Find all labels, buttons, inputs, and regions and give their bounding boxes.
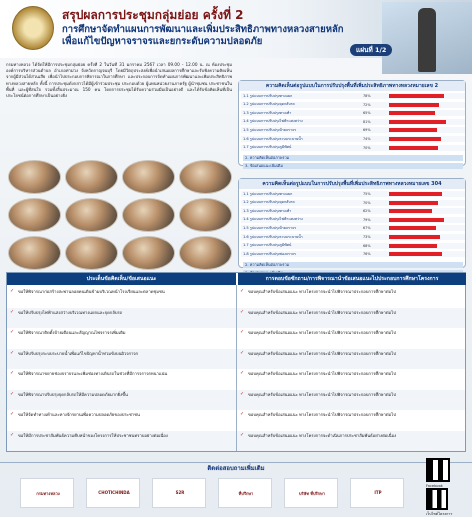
meeting-photo — [8, 236, 61, 270]
monument-photo — [382, 2, 472, 74]
qr-label: เว็บไซต์โครงการ — [426, 512, 453, 516]
sponsor-name: กรมทางหลวง — [36, 491, 60, 496]
sheet-number-badge: แผ่นที่ 1/2 — [350, 44, 392, 56]
sponsor-name: S2R — [175, 490, 185, 495]
feedback-answer: ขอบคุณสำหรับข้อเสนอแนะ ทางโครงการจะนำไปพิจารณาประกอบการศึกษาต่อไป — [248, 412, 396, 417]
meeting-photo — [8, 160, 61, 194]
sponsor-name: CHOTICHINDA — [98, 490, 130, 495]
survey-bar — [389, 218, 444, 222]
feedback-answer: ขอบคุณสำหรับข้อเสนอแนะ ทางโครงการจะนำไปพิจารณาประกอบการศึกษาต่อไป — [248, 391, 396, 397]
survey-row-label: 1.4 รูปแบบการปรับปรุงไฟฟ้าแสงสว่าง — [243, 119, 303, 124]
survey-value: 74% — [363, 137, 371, 141]
feedback-question-cell — [9, 412, 233, 418]
survey-panel-route-2 — [238, 80, 466, 169]
survey-row-label: 1.7 รูปแบบการปรับปรุงภูมิทัศน์ — [243, 243, 292, 248]
check-icon: ✓ — [10, 370, 15, 376]
sponsor-logo — [218, 478, 272, 508]
survey-bar — [389, 128, 437, 132]
page-title: สรุปผลการประชุมกลุ่มย่อย ครั้งที่ 2 — [62, 8, 244, 22]
feedback-question: ขอให้ปรับปรุงไฟฟ้าแสงสว่างบริเวณทางแยกและจุดกลับรถ — [18, 309, 123, 315]
survey-bar — [389, 235, 440, 239]
feedback-answer: ขอบคุณสำหรับข้อเสนอแนะ ทางโครงการจะนำไปพิจารณาประกอบการศึกษาต่อไป — [248, 289, 396, 294]
meeting-photo — [8, 198, 61, 232]
survey-row-label: 1.3 รูปแบบการปรับปรุงทางเท้า — [243, 110, 292, 115]
survey-row-label: 1.1 รูปแบบการปรับปรุงทางแยก — [243, 93, 293, 98]
meeting-photo — [65, 236, 118, 270]
survey-summary-row: 2. ความคิดเห็นต่อภาพรวม — [243, 155, 463, 161]
meeting-photo — [122, 160, 175, 194]
survey-value: 76% — [363, 252, 371, 257]
survey-value: 79% — [363, 217, 371, 222]
survey-panel-route-304 — [238, 178, 466, 268]
sponsor-logo — [284, 478, 338, 508]
feedback-question: ขอให้พิจารณาติดตั้งป้ายเตือนและสัญญาณไฟจราจรเพิ่มเติม — [18, 330, 126, 335]
survey-bar — [389, 192, 442, 196]
feedback-question: ขอให้พิจารณาก่อสร้างสะพานลอยคนเดินข้ามบริเวณหน้าโรงเรียนและตลาดชุมชน — [18, 289, 165, 294]
check-icon: ✓ — [10, 390, 15, 397]
feedback-question-cell — [9, 392, 233, 398]
feedback-answer-cell — [239, 310, 463, 316]
survey-value: 68% — [363, 243, 371, 248]
survey-row-label: 1.2 รูปแบบการปรับปรุงจุดกลับรถ — [243, 102, 295, 107]
survey-bar — [389, 146, 438, 150]
survey-bar — [389, 137, 441, 141]
sponsor-name: ที่ปรึกษา — [238, 491, 254, 496]
department-logo — [12, 6, 54, 50]
survey-row-label: 1.5 รูปแบบการปรับปรุงป้ายจราจร — [243, 225, 297, 230]
check-icon: ✓ — [240, 370, 245, 376]
qr-code — [426, 458, 450, 482]
survey-value: 72% — [363, 102, 371, 107]
survey-bar — [389, 94, 444, 98]
survey-summary-row: 3. ข้อเสนอแนะเพิ่มเติม — [243, 163, 463, 169]
check-icon: ✓ — [10, 308, 15, 315]
feedback-question: ขอให้พิจารณาปรับปรุงจุดกลับรถให้มีความปลอดภัยมากยิ่งขึ้น — [18, 391, 128, 397]
survey-value: 65% — [363, 111, 371, 116]
feedback-table — [6, 272, 466, 452]
survey-bar — [389, 120, 446, 124]
survey-value: 81% — [363, 119, 371, 124]
feedback-question: ขอให้ปรับปรุงระบบระบายน้ำเพื่อแก้ไขปัญหาน้ำท่วมขังบนผิวจราจร — [18, 350, 139, 356]
meeting-photo — [122, 198, 175, 232]
qr-label: Facebook — [426, 484, 443, 488]
feedback-question: ขอให้มีการประชาสัมพันธ์ความคืบหน้าของโครงการให้ประชาชนทราบอย่างต่อเนื่อง — [18, 432, 168, 438]
page-subtitle-1: การศึกษาจัดทำแผนการพัฒนาและเพิ่มประสิทธิภาพทางหลวงสายหลัก — [62, 24, 344, 35]
check-icon: ✓ — [240, 329, 245, 335]
feedback-answer-cell — [239, 351, 463, 357]
survey-bar — [389, 226, 436, 230]
survey-value: 75% — [363, 192, 371, 196]
survey-row-label: 1.5 รูปแบบการปรับปรุงป้ายจราจร — [243, 127, 297, 132]
survey-value: 73% — [363, 235, 371, 239]
meeting-photo-grid — [8, 160, 232, 270]
survey-row-label: 1.3 รูปแบบการปรับปรุงทางเท้า — [243, 208, 292, 213]
check-icon: ✓ — [10, 411, 15, 417]
panel-title: ความคิดเห็นต่อรูปแบบในการปรับปรุงพื้นที่เพิ่มประสิทธิภาพทางหลวงหมายเลข 2 — [239, 81, 465, 91]
survey-bar — [389, 201, 438, 205]
check-icon: ✓ — [240, 390, 245, 397]
feedback-question: ขอให้พิจารณาขยายช่องจราจรและเพิ่มช่องทางเดินรถในช่วงที่มีการจราจรหนาแน่น — [18, 371, 168, 376]
feedback-question-cell — [9, 433, 233, 439]
survey-row-label: 1.6 รูปแบบการปรับปรุงระบบระบายน้ำ — [243, 234, 303, 239]
meeting-photo — [179, 198, 232, 232]
table-header-left: ประเด็นข้อคิดเห็น/ข้อเสนอแนะ — [7, 273, 236, 285]
check-icon: ✓ — [240, 431, 245, 438]
survey-row-label: 1.8 รูปแบบการปรับปรุงช่องจราจร — [243, 251, 296, 256]
feedback-answer-cell — [239, 412, 463, 418]
check-icon: ✓ — [240, 288, 245, 294]
feedback-answer-cell — [239, 330, 463, 336]
table-divider — [236, 285, 237, 451]
sponsor-logos — [20, 476, 410, 510]
survey-value: 78% — [363, 94, 371, 98]
feedback-answer: ขอบคุณสำหรับข้อเสนอแนะ ทางโครงการจะนำไปพิจารณาประกอบการศึกษาต่อไป — [248, 330, 396, 335]
sponsor-logo — [20, 478, 74, 508]
feedback-answer: ขอบคุณสำหรับข้อเสนอแนะ ทางโครงการจะนำไปพิจารณาประกอบการศึกษาต่อไป — [248, 350, 396, 356]
feedback-question-cell — [9, 351, 233, 357]
survey-bar — [389, 252, 442, 256]
feedback-question-cell — [9, 289, 233, 295]
panel-title: ความคิดเห็นต่อรูปแบบในการปรับปรุงพื้นที่เพิ่มประสิทธิภาพทางหลวงหมายเลข 304 — [239, 179, 465, 189]
survey-value: 69% — [363, 128, 371, 133]
survey-bar — [389, 209, 432, 213]
survey-value: 70% — [363, 145, 371, 150]
check-icon: ✓ — [240, 349, 245, 356]
meeting-photo — [179, 236, 232, 270]
meeting-photo — [179, 160, 232, 194]
feedback-answer-cell — [239, 392, 463, 398]
contact-heading: ติดต่อสอบถามเพิ่มเติม — [0, 462, 472, 472]
feedback-answer: ขอบคุณสำหรับข้อเสนอแนะ ทางโครงการจะนำไปพิจารณาประกอบการศึกษาต่อไป — [248, 309, 396, 315]
meeting-photo — [65, 160, 118, 194]
qr-code — [426, 488, 448, 510]
survey-value: 67% — [363, 226, 371, 231]
survey-row-label: 1.4 รูปแบบการปรับปรุงไฟฟ้าแสงสว่าง — [243, 217, 303, 222]
check-icon: ✓ — [10, 288, 15, 294]
page-subtitle-2: เพื่อแก้ไขปัญหาจราจรและยกระดับความปลอดภัย — [62, 36, 263, 47]
feedback-question: ขอให้จัดทำทางเท้าและทางจักรยานเพื่อความปลอดภัยของประชาชน — [18, 412, 140, 417]
check-icon: ✓ — [10, 329, 15, 335]
table-header-right: การตอบข้อซักถาม/การพิจารณานำข้อเสนอแนะไปประกอบการศึกษาโครงการ — [237, 273, 466, 285]
survey-row-label: 1.7 รูปแบบการปรับปรุงภูมิทัศน์ — [243, 145, 292, 150]
sponsor-name: บริษัท ที่ปรึกษา — [299, 491, 325, 496]
check-icon: ✓ — [240, 411, 245, 417]
feedback-answer: ขอบคุณสำหรับข้อเสนอแนะ ทางโครงการจะนำไปพิจารณาประกอบการศึกษาต่อไป — [248, 371, 396, 376]
check-icon: ✓ — [240, 308, 245, 315]
feedback-question-cell — [9, 330, 233, 336]
survey-row-label: 1.1 รูปแบบการปรับปรุงทางแยก — [243, 191, 293, 196]
feedback-question-cell — [9, 371, 233, 377]
sponsor-logo — [86, 478, 140, 508]
feedback-answer-cell — [239, 433, 463, 439]
sponsor-name: ITP — [374, 490, 382, 495]
feedback-question-cell — [9, 310, 233, 316]
meeting-photo — [65, 198, 118, 232]
survey-bar — [389, 111, 435, 115]
survey-value: 70% — [363, 200, 371, 205]
survey-summary-row: 2. ความคิดเห็นต่อภาพรวม — [243, 262, 463, 268]
feedback-answer: ขอบคุณสำหรับข้อเสนอแนะ ทางโครงการจะดำเนินการประชาสัมพันธ์อย่างต่อเนื่อง — [248, 432, 397, 438]
feedback-answer-cell — [239, 371, 463, 377]
survey-bar — [389, 103, 439, 107]
feedback-answer-cell — [239, 289, 463, 295]
check-icon: ✓ — [10, 431, 15, 438]
check-icon: ✓ — [10, 349, 15, 356]
meeting-photo — [122, 236, 175, 270]
survey-row-label: 1.6 รูปแบบการปรับปรุงระบบระบายน้ำ — [243, 136, 303, 141]
survey-bar — [389, 244, 437, 248]
sponsor-logo — [152, 478, 206, 508]
sponsor-logo — [350, 478, 404, 508]
survey-row-label: 1.2 รูปแบบการปรับปรุงจุดกลับรถ — [243, 200, 295, 205]
survey-value: 62% — [363, 209, 371, 214]
intro-paragraph: กรมทางหลวง ได้จัดให้มีการประชุมกลุ่มย่อย ครั้งที่ 2 ในวันที่ 31 มกราคม 2567 เวลา 09.00 - 12.00 น. ณ ห้องประชุมองค์การบริหารส่วนตำบล อำเภอท่าม่วง จังหวัดกาญจนบุรี โดยมีวัตถุประสงค์เพื่อนำเสนอผลการศึกษาและรับฟังความคิดเห็นจากผู้มีส่วนได้ส่วนเสีย เพื่อนำไปประกอบการพิจารณาในการศึกษา และประกอบการจัดทำแผนการพัฒนาและเพิ่มประสิทธิภาพทางหลวงสายหลัก ทั้งนี้ การประชุมดังกล่าวได้มีผู้เข้าร่วมประชุม ประกอบด้วย ผู้แทนหน่วยงานภาครัฐ ผู้นำชุมชน ประชาชนในพื้นที่ และผู้ที่สนใจ รวมทั้งสิ้นประมาณ 150 คน โดยการประชุมได้รับความร่วมมือเป็นอย่างดี และได้รับข้อคิดเห็นที่เป็นประโยชน์ต่อการศึกษาเป็นอย่างยิ่ง — [6, 62, 232, 99]
